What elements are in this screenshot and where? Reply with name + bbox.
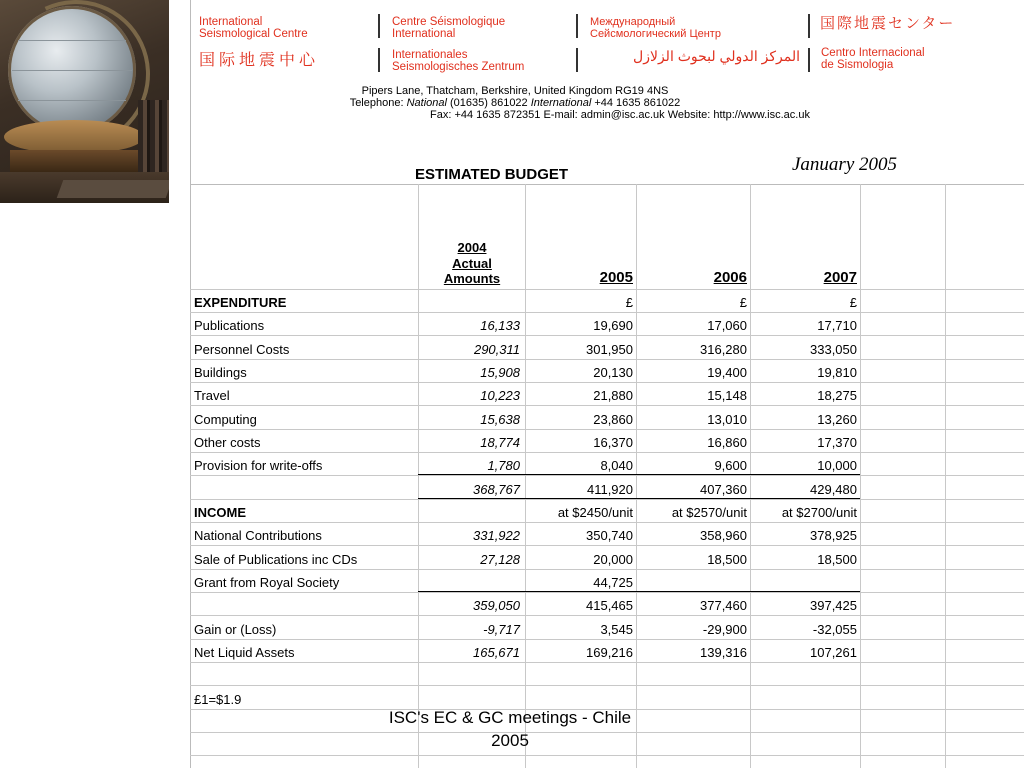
letterhead-ar: المركز الدولي لبحوث الزلازل	[633, 48, 800, 64]
divider	[808, 14, 810, 38]
document-date: January 2005	[792, 154, 898, 175]
telephone-line: Telephone: National (01635) 861022 International +44 1635 861022	[349, 97, 681, 109]
globe-photo	[0, 0, 169, 203]
row-label: Travel	[194, 388, 230, 403]
expenditure-total-2005: 411,920	[586, 482, 633, 497]
row-label: Personnel Costs	[194, 342, 290, 357]
column-header-2006: 2006	[713, 269, 747, 286]
cell-2005: 301,950	[586, 342, 633, 357]
rate-2005: at $2450/unit	[557, 505, 633, 520]
expenditure-total-2004: 368,767	[473, 482, 520, 497]
expenditure-total-2006: 407,360	[700, 482, 747, 497]
cell-2004: 18,774	[480, 435, 520, 450]
letterhead-ru: Международный Сейсмологический Центр	[590, 16, 721, 40]
letterhead-en: International Seismological Centre	[199, 16, 308, 40]
row-label: Publications	[194, 318, 265, 333]
cell-2005: 23,860	[593, 412, 633, 427]
column-header-2007: 2007	[823, 269, 857, 286]
gain-2006: -29,900	[702, 622, 747, 637]
row-label: Gain or (Loss)	[194, 622, 277, 637]
cell-2004: 331,922	[473, 528, 520, 543]
expenditure-total-2007: 429,480	[810, 482, 857, 497]
currency-2005: £	[625, 295, 633, 310]
cell-2006: 16,860	[707, 435, 747, 450]
cell-2004: 1,780	[487, 458, 520, 473]
divider	[576, 48, 578, 72]
cell-2004: 10,223	[480, 388, 520, 403]
cell-2007: 17,710	[817, 318, 857, 333]
net-2004: 165,671	[473, 645, 520, 660]
cell-2007: 10,000	[817, 458, 857, 473]
cell-2005: 20,130	[593, 365, 633, 380]
rate-2007: at $2700/unit	[781, 505, 857, 520]
cell-2004: 290,311	[473, 342, 520, 357]
section-income: INCOME	[194, 505, 246, 520]
cell-2006: 13,010	[707, 412, 747, 427]
row-label: Net Liquid Assets	[194, 645, 295, 660]
cell-2006: 316,280	[700, 342, 747, 357]
cell-2006: 17,060	[707, 318, 747, 333]
cell-2005: 21,880	[593, 388, 633, 403]
net-2006: 139,316	[700, 645, 747, 660]
row-label: Other costs	[194, 435, 261, 450]
income-total-2004: 359,050	[473, 598, 520, 613]
slide-footer: ISC's EC & GC meetings - Chile 2005	[388, 708, 632, 750]
cell-2005: 8,040	[600, 458, 633, 473]
letterhead-ja: 国際地震センター	[820, 15, 956, 32]
cell-2007: 18,500	[817, 552, 857, 567]
currency-2007: £	[849, 295, 857, 310]
letterhead-fr: Centre Séismologique International	[392, 16, 506, 40]
cell-2007: 378,925	[810, 528, 857, 543]
divider	[808, 48, 810, 72]
currency-2006: £	[739, 295, 747, 310]
row-label: Provision for write-offs	[194, 458, 323, 473]
column-header-2004: 2004 Actual Amounts	[443, 240, 501, 286]
document-title: ESTIMATED BUDGET	[415, 166, 569, 183]
cell-2004: 15,908	[480, 365, 520, 380]
income-total-2006: 377,460	[700, 598, 747, 613]
letterhead-es: Centro Internacional de Sismologia	[821, 47, 925, 71]
contact-line: Fax: +44 1635 872351 E-mail: admin@isc.ac.uk Website: http://www.isc.ac.uk	[430, 109, 810, 121]
letterhead-zh: 国际地震中心	[199, 52, 320, 69]
divider	[576, 14, 578, 38]
gain-2004: -9,717	[483, 622, 520, 637]
cell-2006: 19,400	[707, 365, 747, 380]
cell-2004: 15,638	[480, 412, 520, 427]
cell-2005: 16,370	[593, 435, 633, 450]
cell-2007: 17,370	[817, 435, 857, 450]
cell-2007: 13,260	[817, 412, 857, 427]
cell-2006: 358,960	[700, 528, 747, 543]
cell-2007: 333,050	[810, 342, 857, 357]
cell-2006: 15,148	[707, 388, 747, 403]
column-header-2005: 2005	[599, 269, 633, 286]
cell-2006: 18,500	[707, 552, 747, 567]
cell-2005: 44,725	[593, 575, 633, 590]
cell-2004: 27,128	[480, 552, 520, 567]
divider	[378, 14, 380, 38]
net-2007: 107,261	[810, 645, 857, 660]
gain-2007: -32,055	[812, 622, 857, 637]
row-label: Buildings	[194, 365, 247, 380]
cell-2006: 9,600	[714, 458, 747, 473]
cell-2005: 350,740	[586, 528, 633, 543]
section-expenditure: EXPENDITURE	[194, 295, 287, 310]
row-label: Sale of Publications inc CDs	[194, 552, 358, 567]
cell-2007: 19,810	[817, 365, 857, 380]
letterhead-de: Internationales Seismologisches Zentrum	[392, 49, 525, 73]
net-2005: 169,216	[586, 645, 633, 660]
rate-2006: at $2570/unit	[671, 505, 747, 520]
exchange-rate-note: £1=$1.9	[194, 692, 242, 707]
divider	[378, 48, 380, 72]
income-total-2005: 415,465	[586, 598, 633, 613]
cell-2004: 16,133	[480, 318, 520, 333]
row-label: Grant from Royal Society	[194, 575, 340, 590]
income-total-2007: 397,425	[810, 598, 857, 613]
row-label: Computing	[194, 412, 257, 427]
cell-2007: 18,275	[817, 388, 857, 403]
gain-2005: 3,545	[600, 622, 633, 637]
address-line: Pipers Lane, Thatcham, Berkshire, United Kingdom RG19 4NS	[361, 85, 669, 97]
cell-2005: 20,000	[593, 552, 633, 567]
row-label: National Contributions	[194, 528, 322, 543]
cell-2005: 19,690	[593, 318, 633, 333]
